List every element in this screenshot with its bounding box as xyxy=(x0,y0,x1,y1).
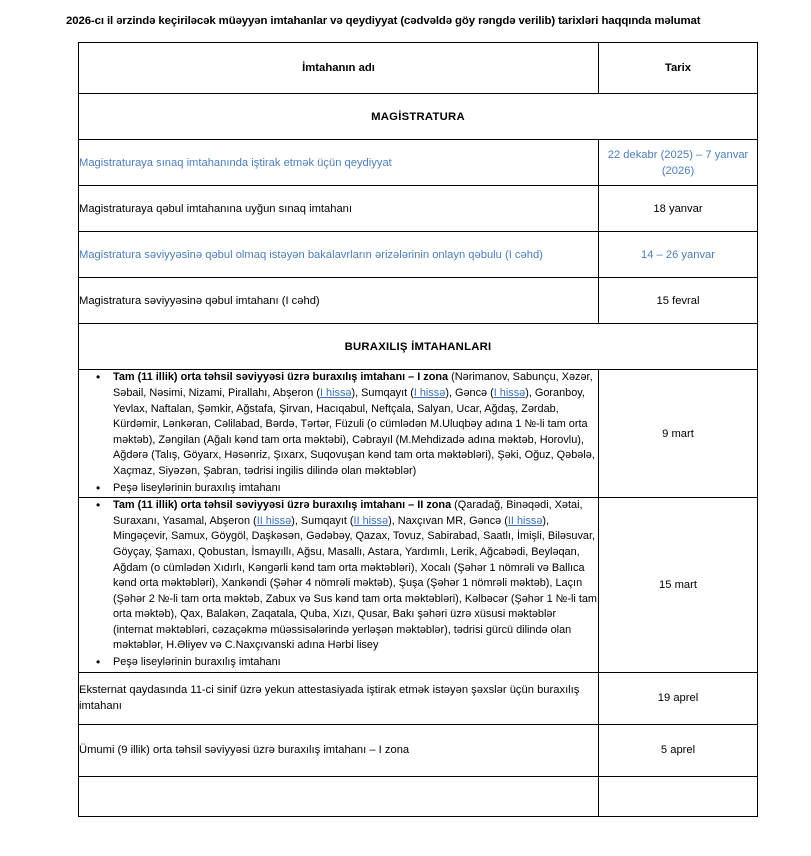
hissa-link-2[interactable]: II hissə xyxy=(353,514,389,527)
exam-date: 18 yanvar xyxy=(599,186,758,232)
section-row-buraxilis xyxy=(79,324,758,370)
table-row xyxy=(79,724,758,776)
exam-date xyxy=(599,776,758,816)
exam-body-text-2: ), Sumqayıt ( xyxy=(351,386,414,399)
table-row xyxy=(79,278,758,324)
hissa-link-3[interactable]: II hissə xyxy=(507,514,543,527)
column-header-date: Tarix xyxy=(599,43,758,94)
list-item xyxy=(113,370,598,479)
exam-name: Ümumi (9 illik) orta təhsil səviyyəsi üzrə buraxılış imtahanı – I zona xyxy=(79,724,599,776)
exam-name-list xyxy=(79,498,599,673)
table-row-partial xyxy=(79,776,758,816)
exam-name: Magistratura səviyyəsinə qəbul imtahanı (I cəhd) xyxy=(79,278,599,324)
exam-body-text-1: (Qaradağ, Binəqədi, Xətai, Suraxanı, Yasamal, Abşeron ( xyxy=(113,499,583,527)
bullet-list xyxy=(79,370,598,496)
table-header-row xyxy=(79,43,758,94)
section-title-buraxilis: BURAXILIŞ İMTAHANLARI xyxy=(79,324,758,370)
table-row-zone-1 xyxy=(79,370,758,498)
exam-schedule-table xyxy=(78,42,758,816)
table-row-zone-2 xyxy=(79,498,758,673)
exam-name: Magistraturaya qəbul imtahanına uyğun sınaq imtahanı xyxy=(79,186,599,232)
exam-name-list xyxy=(79,370,599,498)
exam-date: 9 mart xyxy=(599,370,758,498)
exam-name: Magistraturaya sınaq imtahanında iştirak etmək üçün qeydiyyat xyxy=(79,140,599,186)
exam-body-text-2: ), Sumqayıt ( xyxy=(291,514,354,527)
list-item: • Peşə liseylərinin buraxılış imtahanı xyxy=(113,655,598,671)
exam-body-text-4: ), Goranboy, Yevlax, Naftalan, Şəmkir, Ağstafa, Şirvan, Hacıqabul, Neftçala, Salyan, Ucar, Ağdaş, Zərdab, Kürdəmir, Lənkəran, Cəlilabad, Bərdə, Tərtər, Füzuli (o cümlədən M.Uluqbəy adına 1 №-li tam orta məktəb), Zəngilan (Ağalı kənd tam orta məktəbi), Cəbrayıl (M.Mehdizadə adına məktəb, Horovlu), Ağdərə (Talış, Göyarx, Həsənriz, Şıxarx, Suqovuşan kənd tam orta məktəbləri), Şəki, Oğuz, Qəbələ, Xaçmaz, Siyəzən, Şabran, tədrisi ingilis dilində olan məktəblər) xyxy=(113,386,595,477)
bullet-list xyxy=(79,498,598,671)
exam-name: Magistratura səviyyəsinə qəbul olmaq istəyən bakalavrların ərizələrinin onlayn qəbulu (I cəhd) xyxy=(79,232,599,278)
column-header-exam-name: İmtahanın adı xyxy=(79,43,599,94)
list-item: • Peşə liseylərinin buraxılış imtahanı xyxy=(113,481,598,497)
exam-date: 22 dekabr (2025) – 7 yanvar (2026) xyxy=(599,140,758,186)
exam-body-text-3: ), Gəncə ( xyxy=(445,386,494,399)
exam-body-text-3: ), Naxçıvan MR, Gəncə ( xyxy=(388,514,508,527)
page-title: 2026-cı il ərzində keçiriləcək müəyyən imtahanlar və qeydiyyat (cədvəldə göy rəngdə verilib) tarixləri haqqında məlumat xyxy=(66,15,701,27)
hissa-link-1[interactable]: I hissə xyxy=(320,386,352,399)
exam-body-text-1: (Nərimanov, Sabunçu, Xəzər, Səbail, Nəsimi, Nizami, Pirallahı, Abşeron ( xyxy=(113,371,593,399)
exam-body-text-4: ), Mingəçevir, Samux, Göygöl, Daşkəsən, Gədəbəy, Qazax, Tovuz, Sabirabad, Saatlı, İmişli, Biləsuvar, Göyçay, Şamaxı, Qobustan, İsmayıllı, Ağsu, Masallı, Astara, Yardımlı, Lerik, Ağcabədi, Beyləqan, Ağdam (o cümlədən Xıdırlı, Kəngərli kənd tam orta məktəbləri), Xocalı (Şəhər 1 nömrəli və Ballıca kənd orta məktəbləri), Xankəndi (Şəhər 4 nömrəli məktəb), Şuşa (Şəhər 1 nömrəli məktəb), Laçın (Şəhər 2 №-li tam orta məktəb, Zabux və Sus kənd tam orta məktəbləri), Kəlbəcər (Şəhər 1 №-li tam orta məktəb), Qax, Balakən, Zaqatala, Quba, Xızı, Qusar, Bakı şəhəri üzrə xüsusi məktəblər (internat məktəbləri, cəzaçəkmə müəssisələrində yerləşən məktəblər), tədrisi gürcü dilində olan məktəblər, H.Əliyev və C.Naxçıvanski adına Hərbi lisey xyxy=(113,514,597,652)
exam-date: 14 – 26 yanvar xyxy=(599,232,758,278)
table-row xyxy=(79,232,758,278)
exam-date: 19 aprel xyxy=(599,672,758,724)
exam-date: 15 fevral xyxy=(599,278,758,324)
hissa-link-3[interactable]: I hissə xyxy=(493,386,526,399)
table-row xyxy=(79,186,758,232)
exam-lead-label: Tam (11 illik) orta təhsil səviyyəsi üzrə buraxılış imtahanı – II zona xyxy=(113,499,452,512)
table-row xyxy=(79,140,758,186)
table-row xyxy=(79,672,758,724)
exam-name xyxy=(79,776,599,816)
section-title-magistratura: MAGİSTRATURA xyxy=(79,94,758,140)
exam-lead-label: Tam (11 illik) orta təhsil səviyyəsi üzrə buraxılış imtahanı – I zona xyxy=(113,371,449,384)
list-item xyxy=(113,498,598,654)
hissa-link-1[interactable]: II hissə xyxy=(256,514,292,527)
section-row-magistratura xyxy=(79,94,758,140)
exam-name: Eksternat qaydasında 11-ci sinif üzrə yekun attestasiyada iştirak etmək istəyən şəxslər üçün buraxılış imtahanı xyxy=(79,672,599,724)
exam-date: 15 mart xyxy=(599,498,758,673)
exam-date: 5 aprel xyxy=(599,724,758,776)
hissa-link-2[interactable]: I hissə xyxy=(413,386,446,399)
